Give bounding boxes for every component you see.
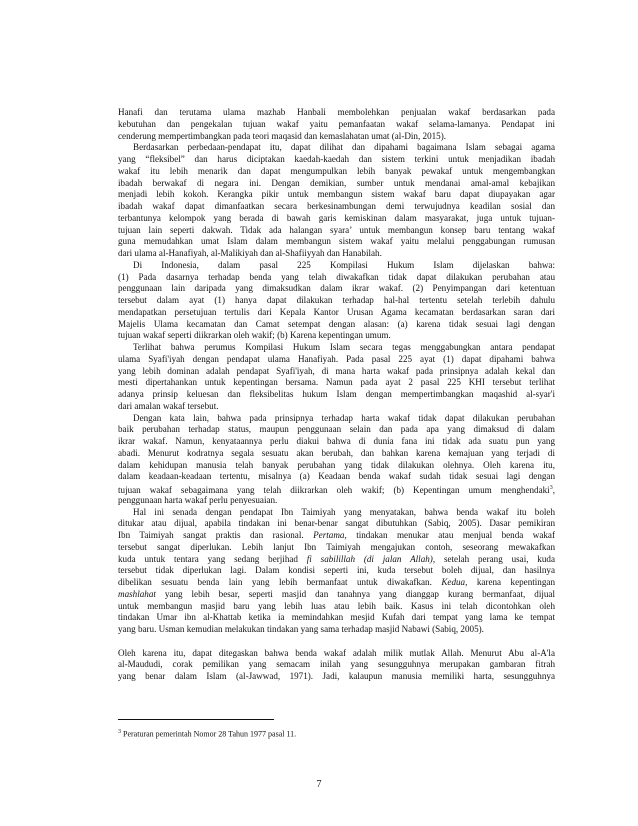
text-line xyxy=(118,565,555,577)
text-line xyxy=(118,495,555,507)
line-text: penggunaan harta wakaf perlu penyesuaian. xyxy=(118,494,278,505)
line-text: Majelis Ulama kecamatan dan Camat setempat dengan alasan: (a) karena tidak sesuai lagi dengan xyxy=(118,318,555,329)
text-line xyxy=(118,119,555,131)
text-line xyxy=(118,389,555,401)
line-text: mendapatkan persetujuan tertulis dari Kepala Kantor Urusan Agama kecamatan berdasarkan saran dari xyxy=(118,306,555,317)
line-text: tersebut dalam ayat (1) hanya dapat dilakukan terhadap hal-hal tertentu setelah terlebih dahulu xyxy=(118,295,555,305)
text-line xyxy=(118,518,555,530)
footnote-divider xyxy=(118,719,274,720)
text-line xyxy=(118,554,555,566)
line-text: yang lebih dominan adalah pendapat Syafi'iyah, di mana harta wakaf pada prinsipnya adalah kekal dan xyxy=(118,365,555,376)
line-text: al-Maududi, corak pemilikan yang semacam inilah yang sesungguhnya merupakan gambaran fitrah xyxy=(118,659,555,670)
line-text: adanya prinsip keluesan dan fleksibelitas hukum Islam dengan mempertimbangkan maqashid al-syar'i xyxy=(118,389,555,399)
line-text: ibadah berwakaf di negara ini. Dengan demikian, sumber untuk mendanai amal-amal kebajikan xyxy=(118,177,555,188)
line-text: yang “fleksibel” dan harus diciptakan kaedah-kaedah dan sistem terkini untuk menjadikan ibadah xyxy=(118,154,555,164)
line-text: kuda untuk tentara yang sedang berjihad xyxy=(118,553,298,564)
text-line xyxy=(118,236,555,248)
line-text: dalam kehidupan manusia telah banyak perubahan yang tidak dilakukan olehnya. Oleh karena itu, xyxy=(118,459,555,470)
line-text: untuk membangun masjid baru yang lebih luas atau lebih baik. Kasus ini telah dicontohkan oleh xyxy=(118,600,555,611)
line-text-continued: karena kepentingan xyxy=(476,577,555,587)
text-line xyxy=(118,413,555,425)
text-line xyxy=(118,260,555,272)
line-text: Hal ini senada dengan pendapat Ibn Taimiyah yang menyatakan, bahwa benda wakaf itu boleh xyxy=(133,506,555,517)
line-text: ibadah wakaf dapat dimanfaatkan secara berkesinambungan demi terwujudnya keadilan sosial dan xyxy=(118,201,555,211)
line-text: guna memudahkan umat Islam dalam membangun sistem wakaf yaitu melalui penggabungan rumusan xyxy=(118,236,555,247)
italic-term: Kedua, xyxy=(441,577,468,587)
text-line xyxy=(118,612,555,624)
text-line: tujuan wakaf sebagaimana yang telah diikrarkan oleh wakif; (b) Kepentingan umum menghendaki$^3$, xyxy=(118,485,555,495)
footnote xyxy=(118,727,296,740)
line-text: yang baru. Usman kemudian melakukan tindakan yang sama terhadap masjid Nabawi (Sabiq, 2005). xyxy=(118,624,484,634)
footnote-marker: 3 xyxy=(118,729,121,735)
line-text: mesti dipertahankan untuk kepentingan bersama. Namun pada ayat 2 pasal 225 KHI tersebut terlihat xyxy=(118,377,555,388)
line-text: Terlihat bahwa perumus Kompilasi Hukum Islam secara tegas menggabungkan antara pendapat xyxy=(133,342,555,352)
text-line xyxy=(118,319,555,331)
text-line xyxy=(118,307,555,319)
line-text-continued: setelah perang usai, kuda xyxy=(443,553,555,564)
text-line xyxy=(118,659,555,671)
line-text: wakaf itu lebih menarik dan dapat mengumpulkan lebih banyak pewakaf untuk mengembangkan xyxy=(118,165,555,176)
text-line xyxy=(118,671,555,683)
line-text: cenderung mempertimbangkan pada teori maqasid dan kemaslahatan umat (al-Din, 2015). xyxy=(118,130,447,141)
text-line xyxy=(118,507,555,519)
text-line xyxy=(118,225,555,237)
text-line xyxy=(118,272,555,284)
text-line xyxy=(118,201,555,213)
text-line xyxy=(118,178,555,190)
text-line xyxy=(118,542,555,554)
line-text: yang benar dalam Islam (al-Jawwad, 1971). Jadi, kalaupun manusia memiliki harta, sesungguhnya xyxy=(118,671,555,681)
text-line xyxy=(118,213,555,225)
text-line xyxy=(118,424,555,436)
line-text: tujuan wakaf seperti diikrarkan oleh wakif; (b) Karena kepentingan umum. xyxy=(118,330,391,341)
line-text: dibelikan sesuatu benda lain yang lebih bermanfaat untuk diwakafkan. xyxy=(118,577,432,587)
line-text: Di Indonesia, dalam pasal 225 Kompilasi Hukum Islam dijelaskan bahwa: xyxy=(133,259,555,270)
line-text: baik perubahan terhadap status, maupun penggunaan selain dan pada apa yang dimaksud di dalam xyxy=(118,424,555,435)
text-line xyxy=(118,142,555,154)
line-text: penggunaan lain daripada yang dimaksudkan dalam ikrar wakaf. (2) Penyimpangan dari ketentuan xyxy=(118,283,555,294)
text-line xyxy=(118,601,555,613)
page-number: 7 xyxy=(316,779,322,790)
text-line xyxy=(118,342,555,354)
italic-term: fi sabilillah (di jalan Allah), xyxy=(306,553,436,564)
text-line xyxy=(118,189,555,201)
paragraph-gap xyxy=(118,636,555,648)
line-text: Oleh karena itu, dapat ditegaskan bahwa benda wakaf adalah milik mutlak Allah. Menurut Abu al-A'la xyxy=(118,647,555,658)
text-line xyxy=(118,154,555,166)
line-text: kebutuhan dan pengekalan tujuan wakaf yaitu pemanfaatan wakaf selama-lamanya. Pendapat ini xyxy=(118,118,555,129)
line-text: Ibn Taimiyah sangat praktis dan rasional. xyxy=(118,530,304,540)
body-text xyxy=(118,107,555,683)
text-line xyxy=(118,107,555,119)
footnote-reference: 3 xyxy=(549,485,553,491)
line-text: abadi. Menurut kodratnya segala sesuatu akan berubah, dan bahkan karena kemajuan yang terjadi di xyxy=(118,447,555,458)
footnote-text: Peraturan pemerintah Nomor 28 Tahun 1977 pasal 11. xyxy=(123,729,297,739)
line-text: menjadi lebih kokoh. Kerangka pikir untuk membangun sistem wakaf baru dapat diupayakan agar xyxy=(118,189,555,200)
text-line xyxy=(118,530,555,542)
line-text: Dengan kata lain, bahwa pada prinsipnya terhadap harta wakaf tidak dapat dilakukan perubahan xyxy=(133,412,555,423)
text-line xyxy=(118,366,555,378)
text-line xyxy=(118,648,555,660)
text-line xyxy=(118,354,555,366)
line-text: tujuan wakaf sebagaimana yang telah diikrarkan oleh wakif; (b) Kepentingan umum menghendaki xyxy=(118,485,550,495)
text-line xyxy=(118,448,555,460)
text-line xyxy=(118,577,555,589)
line-text: dari ulama al-Hanafiyah, al-Malikiyah dan al-Shafiiyyah dan Hanabilah. xyxy=(118,248,382,258)
line-text: Hanafi dan terutama ulama mazhab Hanbali membolehkan penjualan wakaf berdasarkan pada xyxy=(118,107,555,117)
line-text: tindakan Umar ibn al-Khattab ketika ia memindahkan mesjid Kufah dari tempat yang lama ke tempat xyxy=(118,612,555,623)
text-line xyxy=(118,401,555,413)
text-line xyxy=(118,377,555,389)
italic-term: Pertama xyxy=(313,530,345,540)
text-line xyxy=(118,436,555,448)
line-text: Berdasarkan perbedaan-pendapat itu, dapat dilihat dan dipahami bagaimana Islam sebagai agama xyxy=(133,142,555,153)
line-text-continued: yang lebih besar, seperti masjid dan tanahnya yang dianggap kurang bermanfaat, dijual xyxy=(164,588,555,599)
line-text: ditukar atau dijual, apabila tindakan ini benar-benar sangat dibutuhkan (Sabiq, 2005). Dasar pemikiran xyxy=(118,518,555,529)
text-line xyxy=(118,131,555,143)
text-line xyxy=(118,460,555,472)
text-line xyxy=(118,283,555,295)
line-text: terbantunya kelompok yang berada di bawah garis kemiskinan dalam masyarakat, juga untuk tujuan- xyxy=(118,212,555,223)
text-line xyxy=(118,248,555,260)
text-line xyxy=(118,295,555,307)
line-text: (1) Pada dasarnya terhadap benda yang telah diwakafkan tidak dapat dilakukan perubahan atau xyxy=(118,271,555,282)
text-line xyxy=(118,330,555,342)
line-text: tujuan lain seperti dakwah. Tidak ada halangan syara’ untuk membangun konsep baru tentang wakaf xyxy=(118,224,555,235)
line-text: tersebut tidak diperlukan lagi. Dalam kondisi seperti ini, kuda tersebut boleh dijual, dan hasilnya xyxy=(118,565,555,576)
line-text: tersebut sangat diperlukan. Lebih lanjut Ibn Taimiyah mengajukan contoh, seseorang mewakafkan xyxy=(118,541,555,552)
text-line xyxy=(118,624,555,636)
line-text: dari amalan wakaf tersebut. xyxy=(118,400,219,411)
italic-term: mashlahat xyxy=(118,588,156,599)
line-text: ikrar wakaf. Namun, kenyataannya perlu diakui bahwa di dunia fana ini tidak ada suatu pun yang xyxy=(118,436,555,446)
text-line xyxy=(118,471,555,483)
line-text-continued: , tindakan menukar atau menjual benda wakaf xyxy=(344,530,555,540)
line-text: ulama Syafi'iyah dengan pendapat ulama Hanafiyah. Pada pasal 225 ayat (1) dapat dipahami bahwa xyxy=(118,353,555,364)
text-line xyxy=(118,166,555,178)
text-line xyxy=(118,589,555,601)
line-text: dalam keadaan-keadaan tertentu, misalnya (a) Keadaan benda wakaf sudah tidak sesuai lagi dengan xyxy=(118,471,555,482)
